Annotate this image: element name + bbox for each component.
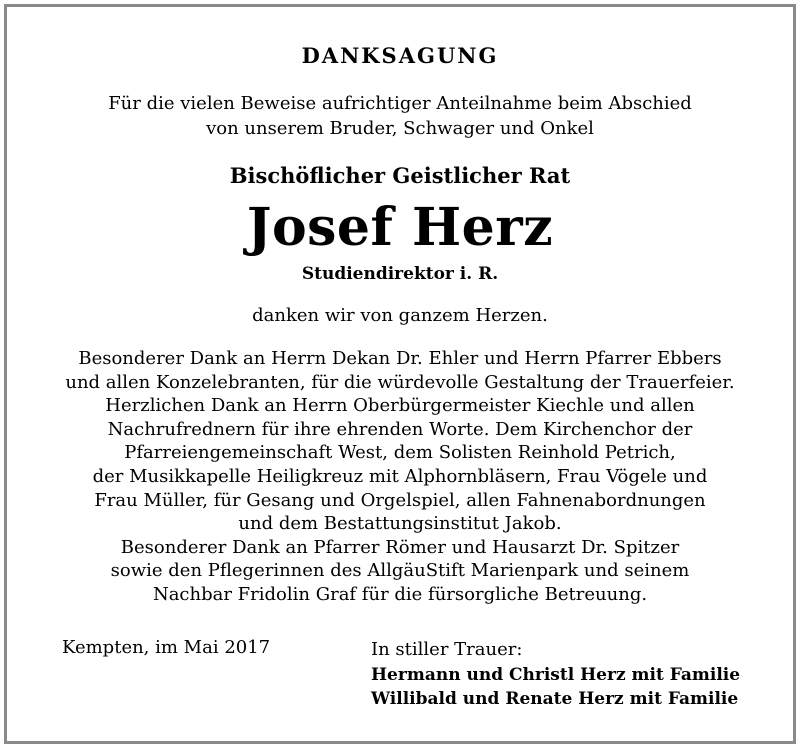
mourning-label: In stiller Trauer: bbox=[371, 639, 523, 660]
thanks-line: danken wir von ganzem Herzen. bbox=[252, 305, 548, 326]
body-line: Nachrufrednern für ihre ehrenden Worte. Dem Kirchenchor der bbox=[107, 418, 693, 440]
acknowledgements-text bbox=[7, 347, 793, 607]
intro-text bbox=[7, 91, 793, 141]
place-date: Kempten, im Mai 2017 bbox=[62, 637, 271, 658]
family-name: Willibald und Renate Herz mit Familie bbox=[371, 689, 739, 709]
body-line: und dem Bestattungsinstitut Jakob. bbox=[238, 513, 562, 535]
deceased-name: Josef Herz bbox=[246, 197, 554, 258]
deceased-title: Studiendirektor i. R. bbox=[301, 264, 499, 284]
body-line: Besonderer Dank an Pfarrer Römer und Hausarzt Dr. Spitzer bbox=[120, 536, 680, 558]
mourners-block bbox=[371, 637, 740, 711]
body-line: und allen Konzelebranten, für die würdevolle Gestaltung der Trauerfeier. bbox=[65, 371, 735, 393]
body-line: Besonderer Dank an Herrn Dekan Dr. Ehler und Herrn Pfarrer Ebbers bbox=[78, 348, 722, 369]
body-line: sowie den Pflegerinnen des AllgäuStift Marienpark und seinem bbox=[110, 560, 690, 582]
intro-line: von unserem Bruder, Schwager und Onkel bbox=[206, 118, 594, 139]
obituary-notice bbox=[4, 4, 796, 744]
body-line: der Musikkapelle Heiligkreuz mit Alphornbläsern, Frau Vögele und bbox=[92, 465, 708, 487]
notice-heading: DANKSAGUNG bbox=[301, 43, 499, 68]
body-line: Pfarreiengemeinschaft West, dem Solisten Reinhold Petrich, bbox=[124, 442, 676, 464]
family-name: Hermann und Christl Herz mit Familie bbox=[371, 665, 741, 685]
body-line: Frau Müller, für Gesang und Orgelspiel, allen Fahnenabordnungen bbox=[94, 489, 706, 511]
body-line: Nachbar Fridolin Graf für die fürsorgliche Betreuung. bbox=[152, 583, 648, 605]
body-line: Herzlichen Dank an Herrn Oberbürgermeister Kiechle und allen bbox=[105, 395, 695, 417]
intro-line: Für die vielen Beweise aufrichtiger Anteilnahme beim Abschied bbox=[108, 93, 692, 114]
deceased-rank: Bischöflicher Geistlicher Rat bbox=[229, 163, 571, 188]
